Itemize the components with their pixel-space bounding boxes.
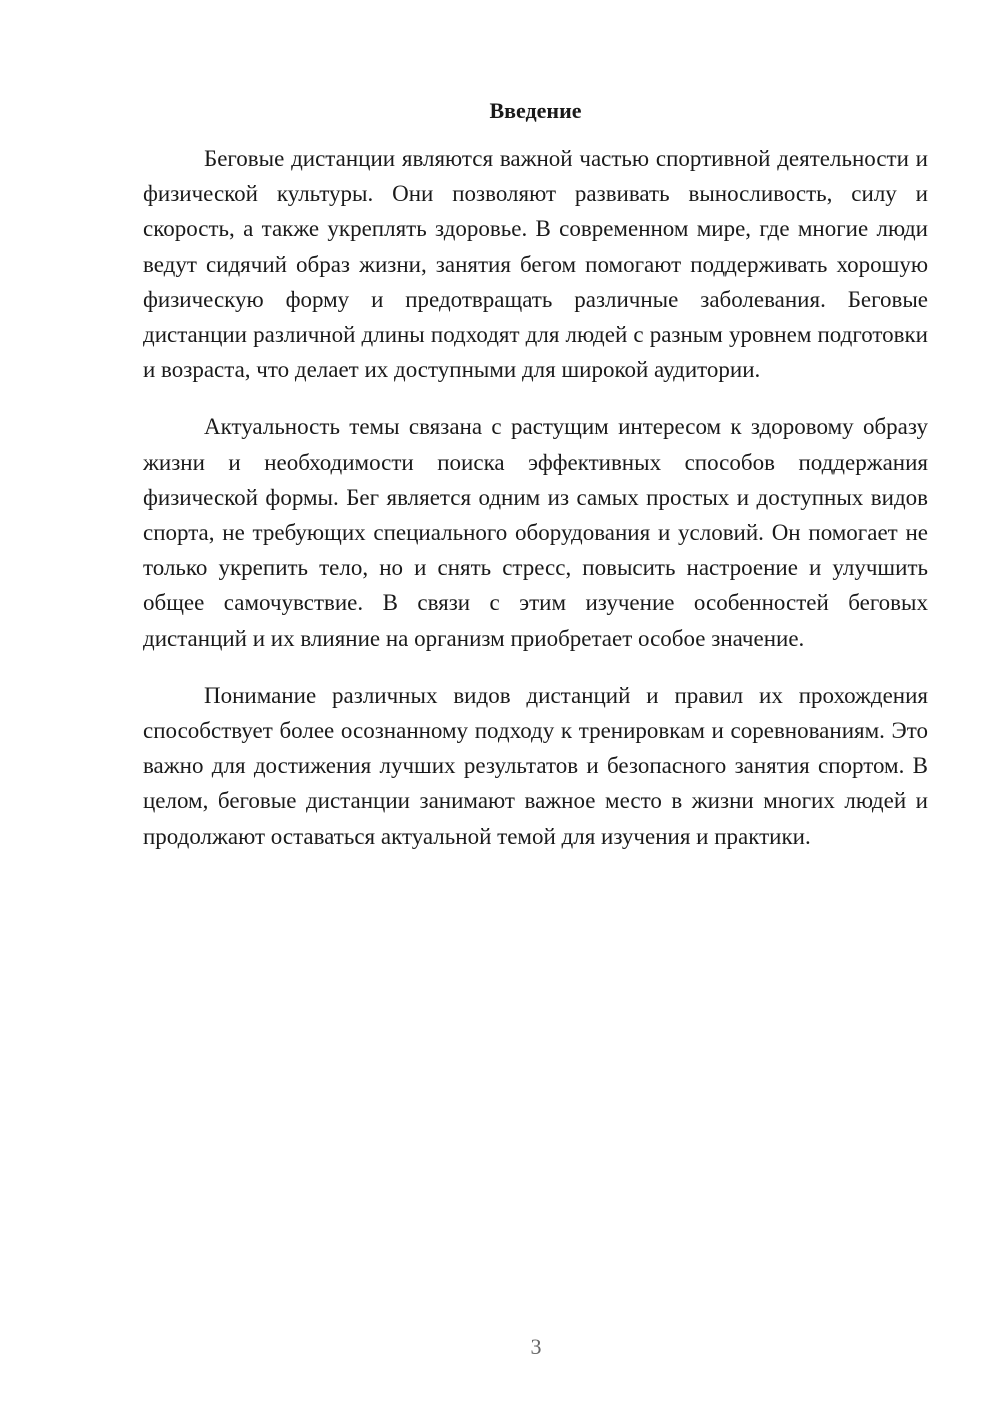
paragraph-3: Понимание различных видов дистанций и правил их прохождения способствует более осознанному подходу к тренировкам и соревнованиям. Это важно для достижения лучших результатов и безопасного занятия спортом. В целом, беговые дистанции занимают важное место в жизни многих людей и продолжают оставаться актуальной темой для изучения и практики.: [143, 682, 928, 849]
paragraph-1: Беговые дистанции являются важной частью спортивной деятельности и физической культуры. Они позволяют развивать выносливость, силу и скорость, а также укреплять здоровье. В современном мире, где многие люди ведут сидячий образ жизни, занятия бегом помогают поддерживать хорошую физическую форму и предотвращать различные заболевания. Беговые дистанции различной длины подходят для людей с разным уровнем подготовки и возраста, что делает их доступными для широкой аудитории.: [143, 146, 928, 383]
page-number: 3: [530, 1334, 542, 1359]
body-text: [143, 141, 928, 876]
page-title: Введение: [489, 98, 582, 123]
paragraph-2: Актуальность темы связана с растущим интересом к здоровому образу жизни и необходимости поиска эффективных способов поддержания физической формы. Бег является одним из самых простых и доступных видов спорта, не требующих специального оборудования и условий. Он помогает не только укрепить тело, но и снять стресс, повысить настроение и улучшить общее самочувствие. В связи с этим изучение особенностей беговых дистанций и их влияние на организм приобретает особое значение.: [143, 414, 928, 651]
